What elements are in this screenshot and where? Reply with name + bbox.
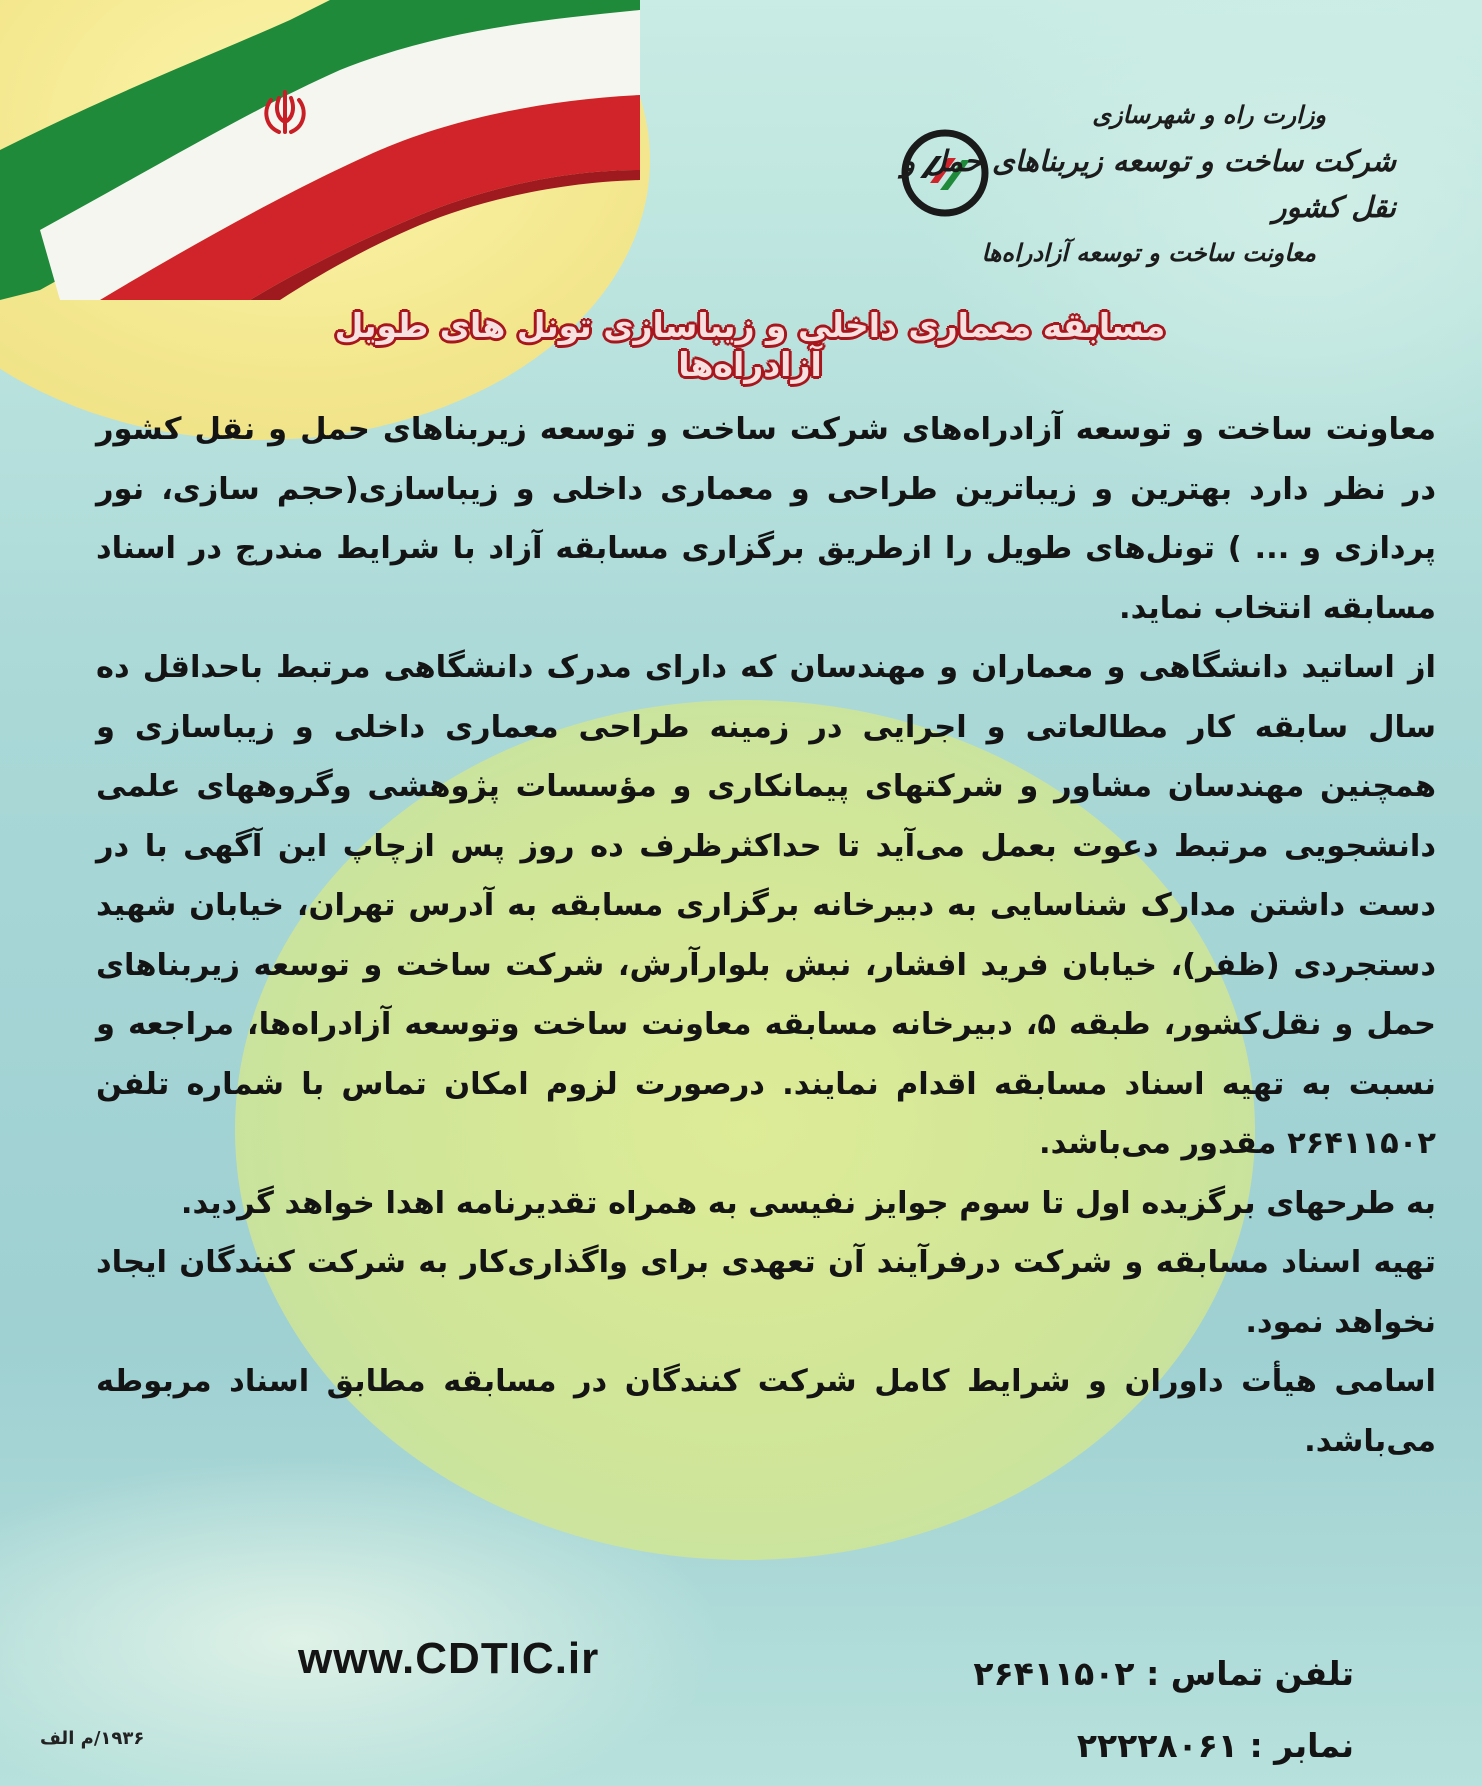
- phone-number: ۲۶۴۱۱۵۰۲: [973, 1654, 1135, 1693]
- phone-row: [973, 1638, 1354, 1710]
- iran-flag-ribbon-icon: [0, 0, 640, 300]
- ministry-name: وزارت راه و شهرسازی: [1092, 100, 1326, 129]
- phone-label: تلفن تماس :: [1146, 1654, 1354, 1693]
- fax-number: ۲۲۲۲۸۰۶۱: [1076, 1726, 1238, 1765]
- advertisement-body: [96, 400, 1436, 1471]
- body-paragraph-4: تهیه اسناد مسابقه و شرکت درفرآیند آن تعهدی برای واگذاری‌کار به شرکت کنندگان ایجاد نخواهد نمود.: [96, 1245, 1436, 1340]
- reference-number: ۱۹۳۶/م الف: [40, 1728, 145, 1749]
- website-link[interactable]: www.CDTIC.ir: [298, 1634, 600, 1683]
- organization-header: [876, 92, 1396, 276]
- body-paragraph-5: اسامی هیأت داوران و شرایط کامل شرکت کنندگان در مسابقه مطابق اسناد مربوطه می‌باشد.: [96, 1364, 1436, 1459]
- body-paragraph-2: از اساتید دانشگاهی و معماران و مهندسان که دارای مدرک دانشگاهی مرتبط باحداقل ده سال سابقه کار مطالعاتی و اجرایی در زمینه طراحی معماری داخلی و زیباسازی و همچنین مهندسان مشاور و شرکتهای پیمانکاری و مؤسسات پژوهشی وگروههای علمی دانشجویی مرتبط دعوت بعمل می‌آید تا حداکثرظرف ده روز پس ازچاپ این آگهی با در دست داشتن مدارک شناسایی به دبیرخانه برگزاری مسابقه به آدرس تهران، خیابان شهید دستجردی (ظفر)، خیابان فرید افشار، نبش بلوارآرش، شرکت ساخت و توسعه زیربناهای حمل و نقل‌کشور، طبقه ۵، دبیرخانه مسابقه معاونت ساخت وتوسعه آزادراه‌ها، مراجعه و نسبت به تهیه اسناد مسابقه اقدام نمایند. درصورت لزوم امکان تماس با شماره تلفن ۲۶۴۱۱۵۰۲ مقدور می‌باشد.: [96, 650, 1436, 1161]
- deputy-name: معاونت ساخت و توسعه آزادراه‌ها: [981, 238, 1316, 267]
- contact-block: [973, 1638, 1354, 1782]
- fax-row: [973, 1710, 1354, 1782]
- body-paragraph-3: به طرحهای برگزیده اول تا سوم جوایز نفیسی به همراه تقدیرنامه اهدا خواهد گردید.: [180, 1185, 1436, 1221]
- body-paragraph-1: معاونت ساخت و توسعه آزادراه‌های شرکت ساخت و توسعه زیربناهای حمل و نقل کشور در نظر دارد بهترین و زیباترین طراحی و معماری داخلی و زیباسازی(حجم سازی، نور پردازی و ... ) تونل‌های طویل را ازطریق برگزاری مسابقه آزاد با شرایط مندرج در اسناد مسابقه انتخاب نماید.: [96, 412, 1436, 626]
- company-name: شرکت ساخت و توسعه زیربناهای حمل و نقل کشور: [901, 144, 1396, 224]
- advertisement-title: مسابقه معماری داخلی و زیباسازی تونل های طویل آزادراه‌ها: [334, 306, 1166, 384]
- fax-label: نمابر :: [1249, 1726, 1354, 1765]
